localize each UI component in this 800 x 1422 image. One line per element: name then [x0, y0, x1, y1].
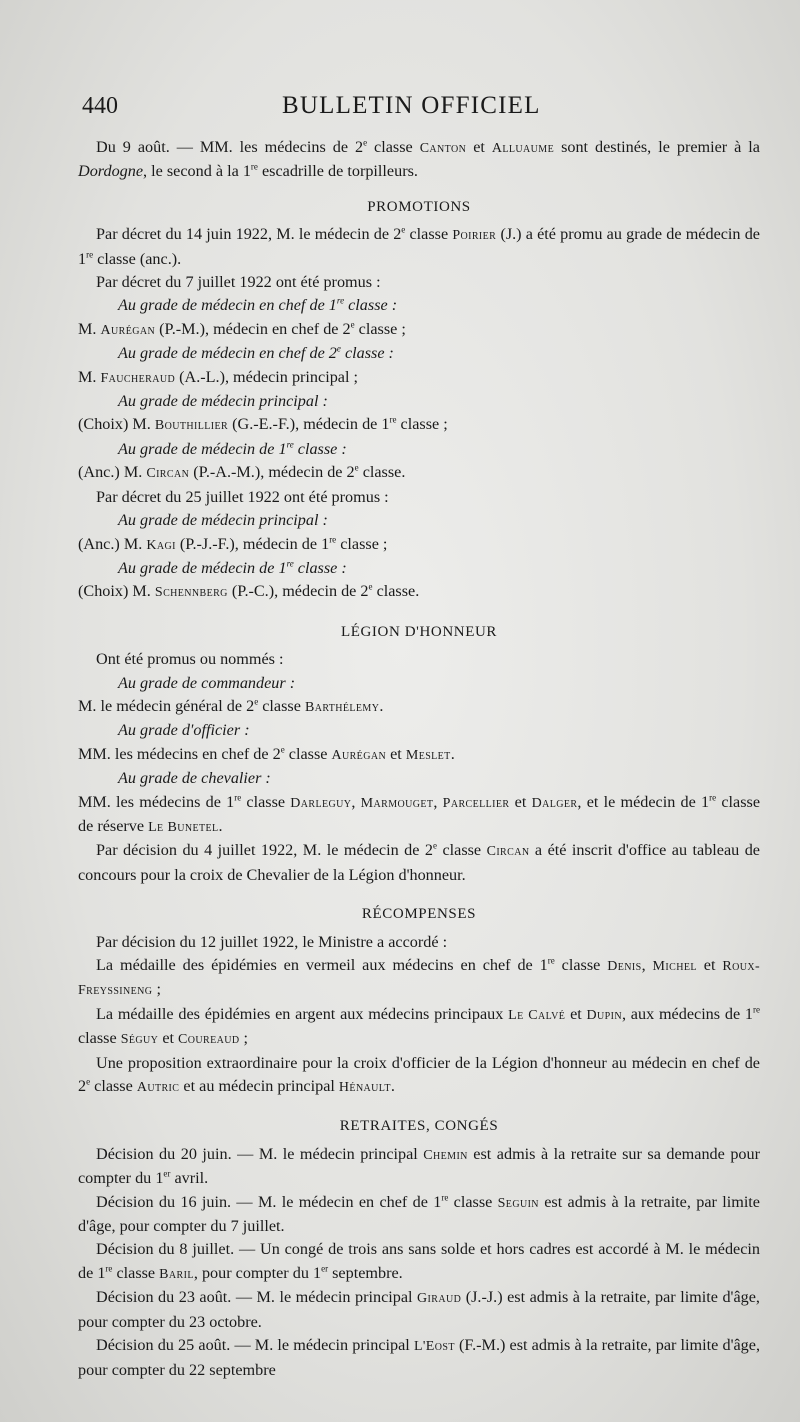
- section-title-promotions: PROMOTIONS: [367, 198, 471, 215]
- promotion-decree-2: Par décret du 7 juillet 1922 ont été promus :: [96, 273, 381, 292]
- grade-heading: Au grade de médecin de 1re classe :: [118, 558, 347, 577]
- recompense-intro: Par décision du 12 juillet 1922, le Ministre a accordé :: [96, 932, 448, 951]
- grade-heading: Au grade de médecin en chef de 1re classe :: [118, 296, 398, 315]
- grade-heading: Au grade de médecin principal :: [118, 392, 328, 411]
- grade-heading: Au grade d'officier :: [118, 721, 250, 740]
- legion-decision: Par décision du 4 juillet 1922, M. le médecin de 2e classe Circan a été inscrit d'office au tableau de concours pour la croix de Chevalier de la Légion d'honneur.: [78, 840, 760, 884]
- recompense-entry: La médaille des épidémies en vermeil aux médecins en chef de 1re classe Denis, Michel et Roux-Freyssineng ;: [78, 955, 761, 999]
- page-header: [82, 92, 760, 130]
- legion-entry: MM. les médecins en chef de 2e classe Aurégan et Meslet.: [78, 744, 455, 763]
- promotion-entry: M. Faucheraud (A.-L.), médecin principal ;: [78, 367, 359, 386]
- section-title-retraites: RETRAITES, CONGÉS: [339, 1118, 499, 1135]
- section-title-recompenses: RÉCOMPENSES: [361, 906, 477, 923]
- retraite-entry: Décision du 8 juillet. — Un congé de trois ans sans solde et hors cadres est accordé à M. le médecin de 1re classe Baril, pour compter du 1er septembre.: [78, 1240, 760, 1282]
- grade-heading: Au grade de médecin en chef de 2e classe :: [118, 343, 394, 363]
- intro-paragraph: Du 9 août. — MM. les médecins de 2e classe Canton et Alluaume sont destinés, le premier à la Dordogne, le second à la 1re escadrille de torpilleurs.: [78, 137, 760, 181]
- legion-entry: MM. les médecins de 1re classe Darleguy, Marmouget, Parcellier et Dalger, et le médecin de 1re classe de réserve Le Bunetel.: [78, 792, 761, 835]
- retraite-entry: Décision du 23 août. — M. le médecin principal Giraud (J.-J.) est admis à la retraite, par limite d'âge, pour compter du 23 octobre.: [78, 1288, 760, 1331]
- retraite-entry: Décision du 16 juin. — M. le médecin en chef de 1re classe Seguin est admis à la retraite, par limite d'âge, pour compter du 7 juillet.: [78, 1192, 760, 1236]
- promotion-entry: M. Aurégan (P.-M.), médecin en chef de 2e classe ;: [78, 319, 406, 338]
- promotion-entry: (Choix) M. Schennberg (P.-C.), médecin de 2e classe.: [78, 581, 420, 601]
- legion-entry: M. le médecin général de 2e classe Barthélemy.: [78, 696, 384, 715]
- page-number: 440: [82, 93, 118, 119]
- promotion-entry: (Choix) M. Bouthillier (G.-E.-F.), médecin de 1re classe ;: [78, 415, 448, 434]
- legion-intro: Ont été promus ou nommés :: [96, 650, 284, 669]
- promotion-decree-1: Par décret du 14 juin 1922, M. le médecin de 2e classe Poirier (J.) a été promu au grade de médecin de 1re classe (anc.).: [78, 224, 760, 268]
- grade-heading: Au grade de médecin principal :: [118, 511, 328, 530]
- promotion-decree-3: Par décret du 25 juillet 1922 ont été promus :: [96, 487, 389, 506]
- grade-heading: Au grade de commandeur :: [118, 673, 296, 692]
- grade-heading: Au grade de médecin de 1re classe :: [118, 439, 347, 458]
- retraite-entry: Décision du 25 août. — M. le médecin principal L'Eost (F.-M.) est admis à la retraite, par limite d'âge, pour compter du 22 septembre: [78, 1336, 760, 1379]
- promotion-entry: (Anc.) M. Circan (P.-A.-M.), médecin de 2e classe.: [78, 462, 406, 482]
- page-title: BULLETIN OFFICIEL: [282, 92, 541, 119]
- retraite-entry: Décision du 20 juin. — M. le médecin principal Chemin est admis à la retraite sur sa demande pour compter du 1er avril.: [78, 1144, 760, 1188]
- document-body: [78, 136, 760, 1382]
- grade-heading: Au grade de chevalier :: [118, 769, 271, 788]
- recompense-entry: La médaille des épidémies en argent aux médecins principaux Le Calvé et Dupin, aux médecins de 1re classe Séguy et Coureaud ;: [78, 1004, 760, 1048]
- promotion-entry: (Anc.) M. Kagi (P.-J.-F.), médecin de 1re classe ;: [78, 534, 388, 553]
- recompense-entry: Une proposition extraordinaire pour la croix d'officier de la Légion d'honneur au médecin en chef de 2e classe Autric et au médecin principal Hénault.: [78, 1053, 760, 1096]
- section-title-legion: LÉGION D'HONNEUR: [340, 623, 498, 640]
